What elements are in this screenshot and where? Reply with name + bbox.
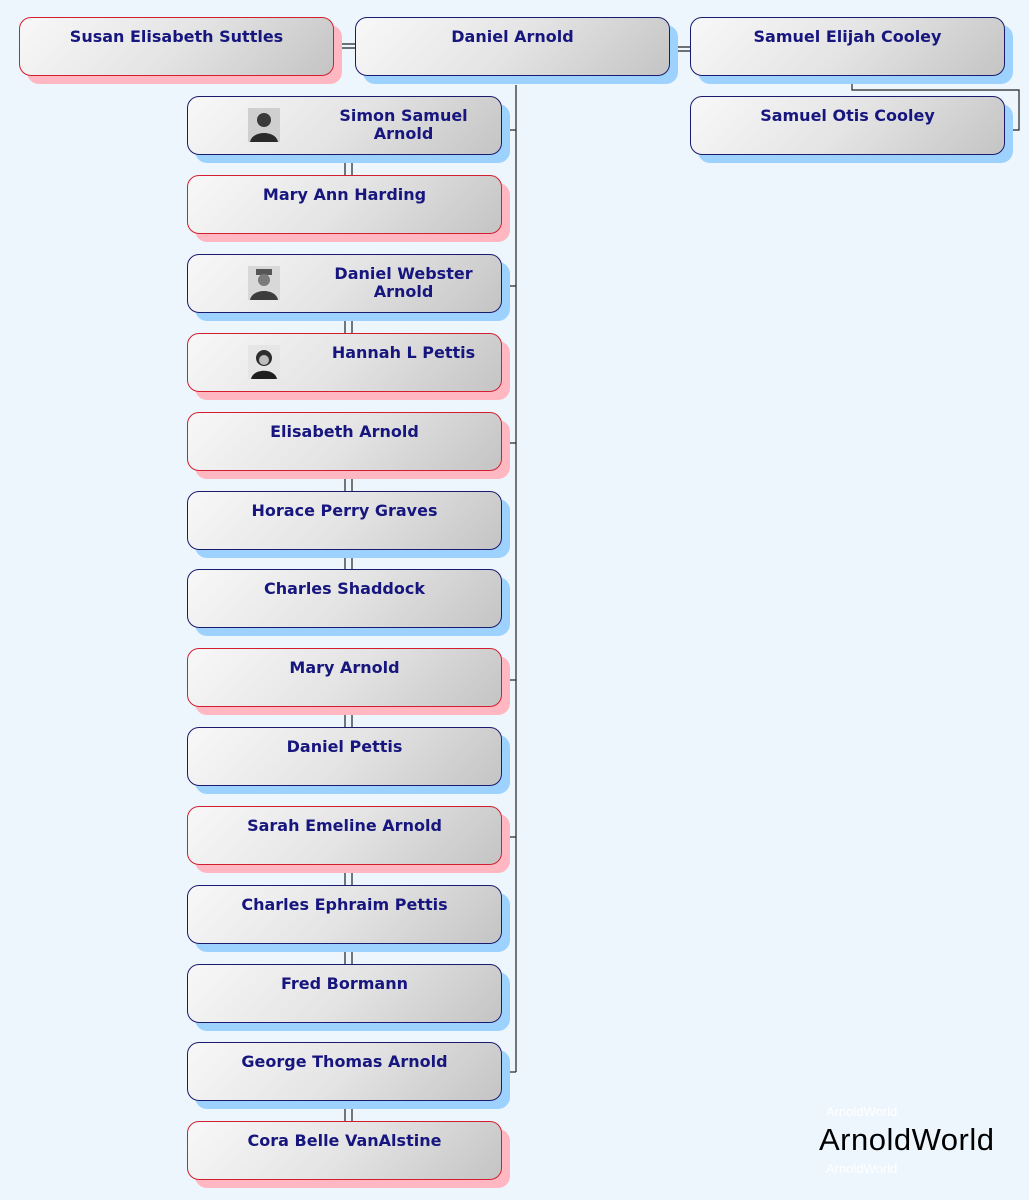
person-mary-ann-harding[interactable]: [187, 175, 502, 234]
person-elisabeth-arnold[interactable]: [187, 412, 502, 471]
person-george-thomas-arnold[interactable]: [187, 1042, 502, 1101]
person-name: Samuel Elijah Cooley: [753, 27, 942, 46]
person-daniel-webster-arnold[interactable]: [187, 254, 502, 313]
person-horace-perry-graves[interactable]: [187, 491, 502, 550]
person-name: Simon Samuel Arnold: [339, 106, 468, 143]
person-daniel-arnold[interactable]: [355, 17, 670, 76]
portrait-photo: [248, 345, 280, 379]
person-hannah-l-pettis[interactable]: [187, 333, 502, 392]
person-samuel-otis-cooley[interactable]: [690, 96, 1005, 155]
person-name: Cora Belle VanAlstine: [247, 1131, 442, 1150]
portrait-photo: [248, 108, 280, 142]
person-name: Daniel Arnold: [451, 27, 574, 46]
person-name: Daniel Pettis: [286, 737, 403, 756]
person-mary-arnold[interactable]: [187, 648, 502, 707]
person-name: Horace Perry Graves: [251, 501, 438, 520]
person-daniel-pettis[interactable]: [187, 727, 502, 786]
person-simon-samuel-arnold[interactable]: [187, 96, 502, 155]
person-name: Elisabeth Arnold: [270, 422, 419, 441]
person-name: Fred Bormann: [281, 974, 408, 993]
person-cora-belle-vanalstine[interactable]: [187, 1121, 502, 1180]
person-name: Mary Arnold: [289, 658, 400, 677]
person-name: George Thomas Arnold: [241, 1052, 448, 1071]
person-charles-ephraim-pettis[interactable]: [187, 885, 502, 944]
person-name: Charles Ephraim Pettis: [241, 895, 448, 914]
portrait-photo: [248, 266, 280, 300]
person-name: Samuel Otis Cooley: [760, 106, 935, 125]
person-susan-elisabeth-suttles[interactable]: [19, 17, 334, 76]
person-name: Daniel Webster Arnold: [334, 264, 473, 301]
person-name: Hannah L Pettis: [331, 343, 476, 362]
watermark-text: ArnoldWorld: [826, 1161, 898, 1176]
person-name: Sarah Emeline Arnold: [247, 816, 442, 835]
person-name: Charles Shaddock: [264, 579, 425, 598]
person-fred-bormann[interactable]: [187, 964, 502, 1023]
person-name: Susan Elisabeth Suttles: [69, 27, 284, 46]
person-charles-shaddock[interactable]: [187, 569, 502, 628]
arnoldworld-logo: ArnoldWorld: [819, 1122, 995, 1157]
person-name: Mary Ann Harding: [262, 185, 427, 204]
person-samuel-elijah-cooley[interactable]: [690, 17, 1005, 76]
person-sarah-emeline-arnold[interactable]: [187, 806, 502, 865]
watermark-text: ArnoldWorld: [826, 1104, 898, 1119]
